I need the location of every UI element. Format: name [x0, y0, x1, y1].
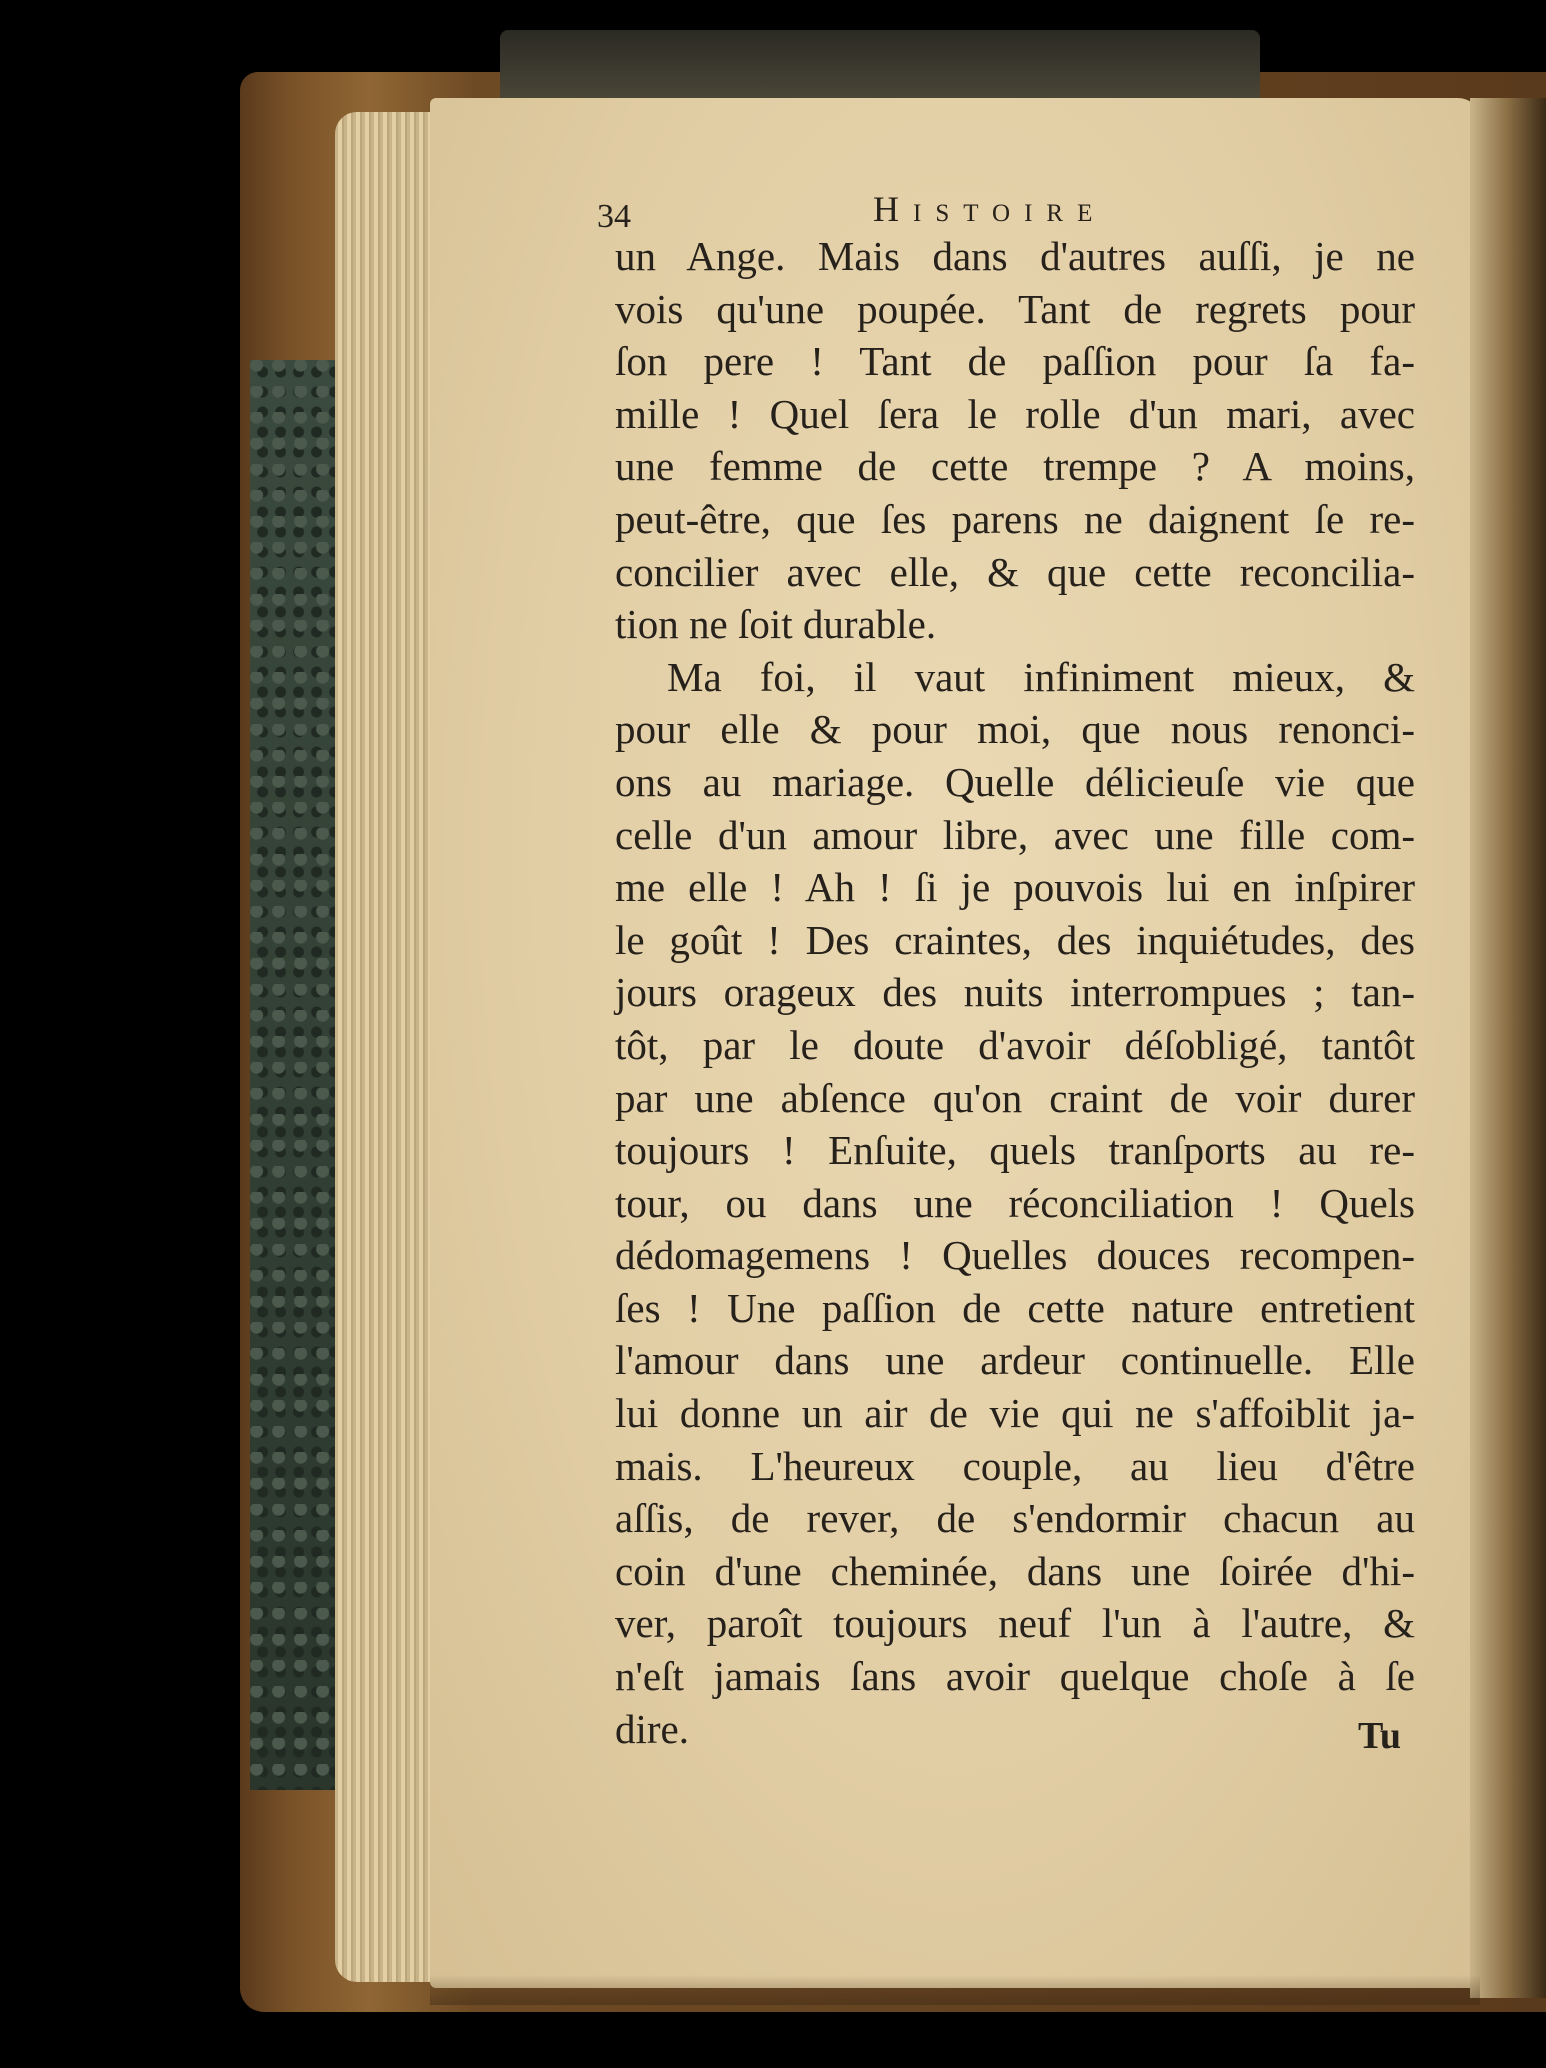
- running-title: Histoire: [873, 189, 1107, 229]
- text-line: pour elle & pour moi, que nous renonci-: [615, 706, 1415, 753]
- text-line: une femme de cette trempe ? A moins,: [615, 443, 1415, 490]
- text-line: celle d'un amour libre, avec une fille com-: [615, 811, 1415, 858]
- text-line: tour, ou dans une réconciliation ! Quels: [615, 1179, 1415, 1226]
- text-lines: [615, 230, 1415, 1755]
- text-line: vois qu'une poupée. Tant de regrets pour: [615, 285, 1415, 332]
- text-line: jours orageux des nuits interrompues ; tan-: [615, 969, 1415, 1016]
- book-headband: [500, 30, 1260, 98]
- text-line: dédomagemens ! Quelles douces recompen-: [615, 1232, 1415, 1279]
- text-line: me elle ! Ah ! ſi je pouvois lui en inſpirer: [615, 864, 1415, 911]
- page-text-block: [597, 170, 1415, 1755]
- text-line: peut-être, que ſes parens ne daignent ſe re-: [615, 495, 1415, 542]
- text-line: toujours ! Enſuite, quels tranſports au re-: [615, 1127, 1415, 1174]
- text-line: par une abſence qu'on craint de voir durer: [615, 1074, 1415, 1121]
- text-line: tion ne ſoit durable.: [615, 601, 937, 648]
- catchword: Tu: [1358, 1715, 1401, 1757]
- page-bottom-shadow: [430, 1975, 1480, 2005]
- page-number: 34: [597, 198, 631, 235]
- text-line: ver, paroît toujours neuf l'un à l'autre, &: [615, 1600, 1415, 1647]
- text-line: mille ! Quel ſera le rolle d'un mari, avec: [615, 390, 1415, 437]
- text-line: mais. L'heureux couple, au lieu d'être: [615, 1442, 1415, 1489]
- text-line: un Ange. Mais dans d'autres auſſi, je ne: [615, 233, 1415, 279]
- text-line: coin d'une cheminée, dans une ſoirée d'hi-: [615, 1547, 1415, 1594]
- page-edges: [335, 112, 445, 1982]
- text-line: Ma foi, il vaut infiniment mieux, &: [667, 653, 1415, 700]
- text-line: tôt, par le doute d'avoir déſobligé, tantôt: [615, 1021, 1415, 1068]
- text-line: ſes ! Une paſſion de cette nature entretient: [615, 1284, 1415, 1331]
- text-line: dire.: [615, 1705, 689, 1752]
- book-gutter: [1470, 98, 1546, 1998]
- text-line: l'amour dans une ardeur continuelle. Elle: [615, 1337, 1415, 1384]
- text-line: aſſis, de rever, de s'endormir chacun au: [615, 1495, 1415, 1542]
- running-head: [597, 170, 1415, 235]
- text-line: concilier avec elle, & que cette reconcilia-: [615, 548, 1415, 595]
- text-line: lui donne un air de vie qui ne s'affoiblit ja-: [615, 1390, 1415, 1437]
- text-line: n'eſt jamais ſans avoir quelque choſe à ſe: [615, 1653, 1415, 1700]
- text-line: ſon pere ! Tant de paſſion pour ſa fa-: [615, 338, 1415, 385]
- text-line: le goût ! Des craintes, des inquiétudes, des: [615, 916, 1415, 963]
- text-line: ons au mariage. Quelle délicieuſe vie que: [615, 758, 1415, 805]
